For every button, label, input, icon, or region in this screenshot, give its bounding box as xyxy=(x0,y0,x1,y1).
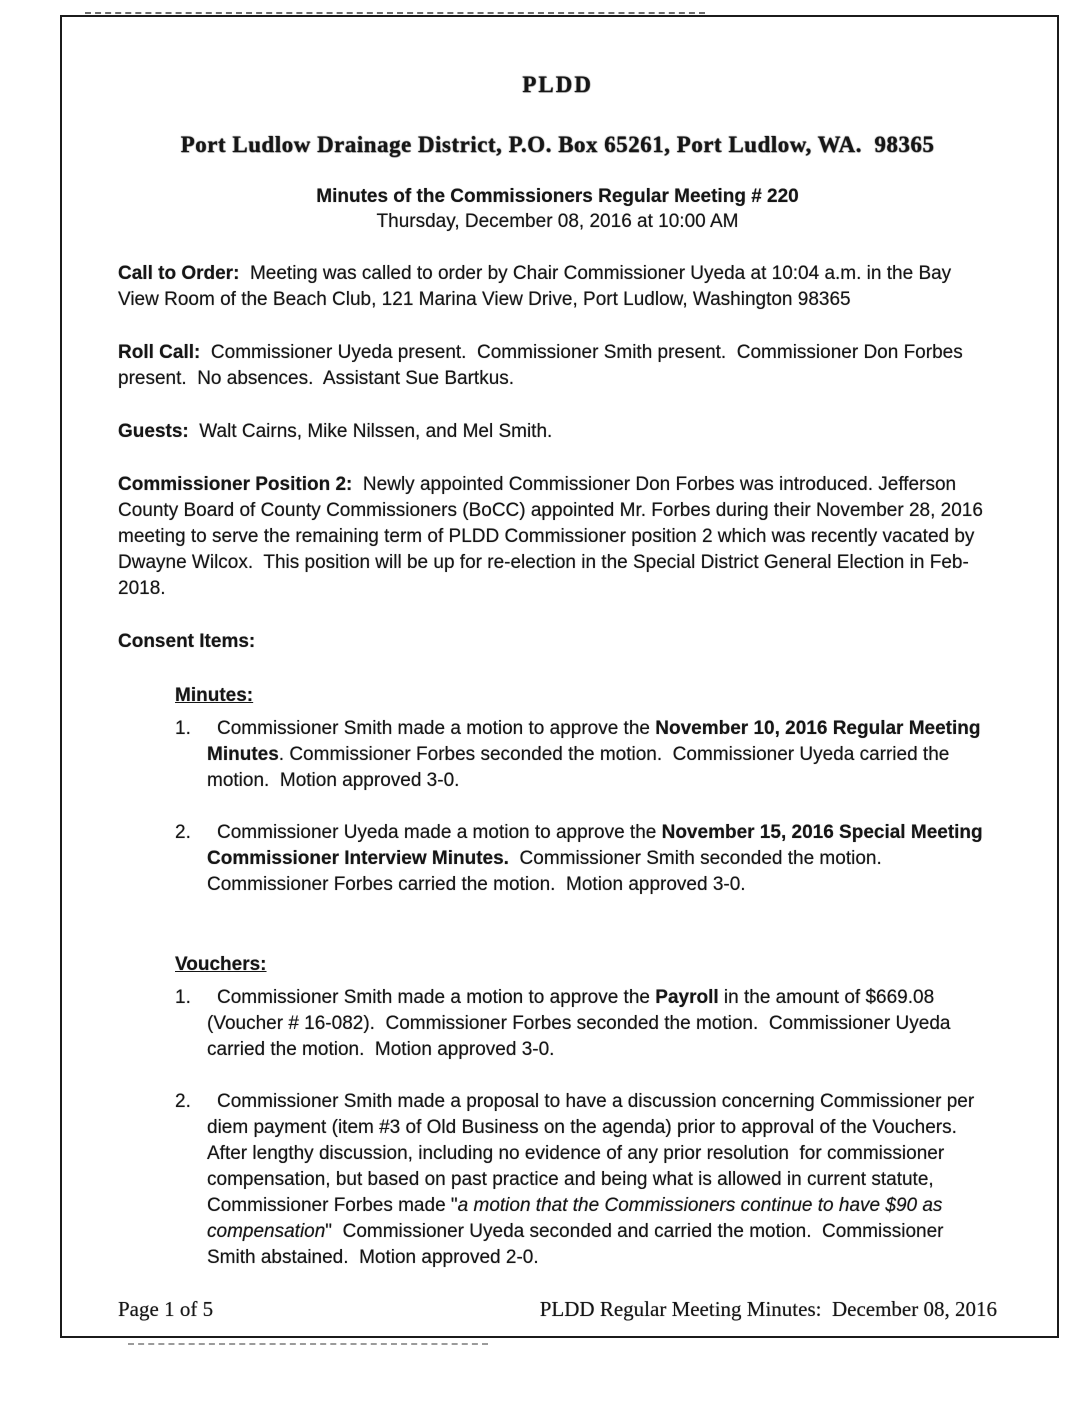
footer-document-title: PLDD Regular Meeting Minutes: December 08, 2016 xyxy=(539,1297,997,1321)
list-item-text: Commissioner Uyeda made a motion to approve the November 15, 2016 Special Meeting Commissioner Interview Minutes. Commissioner Smith seconded the motion. Commissioner Forbes carried the motion. Motion approved 3-0. xyxy=(207,822,988,895)
list-item-text: Commissioner Smith made a proposal to have a discussion concerning Commissioner per diem payment (item #3 of Old Business on the agenda) prior to approval of the Vouchers. After lengthy discussion, including no evidence of any prior resolution for commissioner compensation, but based on past practice and being what is allowed in current statute, Commissioner Forbes made "a motion that the Commissioners continue to have $90 as compensation" Commissioner Uyeda seconded and carried the motion. Commissioner Smith abstained. Motion approved 2-0. xyxy=(207,1091,980,1268)
paragraph-call-to-order: Call to Order: Meeting was called to order by Chair Commissioner Uyeda at 10:04 a.m. in the Bay View Room of the Beach Club, 121 Marina View Drive, Port Ludlow, Washington 98365 xyxy=(118,263,957,310)
paragraph-roll-call: Roll Call: Commissioner Uyeda present. Commissioner Smith present. Commissioner Don Forbes present. No absences. Assistant Sue Bartkus. xyxy=(118,342,968,389)
meeting-datetime: Thursday, December 08, 2016 at 10:00 AM xyxy=(376,211,739,232)
paragraph-guests: Guests: Walt Cairns, Mike Nilssen, and Mel Smith. xyxy=(118,421,553,442)
list-item-vouchers-1 xyxy=(175,985,997,1063)
list-item-minutes-2 xyxy=(175,820,997,898)
scan-artifact-bottom-line xyxy=(128,1343,488,1345)
heading-consent-items: Consent Items: xyxy=(118,631,256,652)
list-number: 2. xyxy=(175,1091,191,1112)
org-address-line: Port Ludlow Drainage District, P.O. Box 65261, Port Ludlow, WA. 98365 xyxy=(180,132,935,157)
minutes-heading: Minutes: xyxy=(175,685,254,706)
meeting-title: Minutes of the Commissioners Regular Meeting # 220 xyxy=(316,186,799,207)
subsection-vouchers xyxy=(175,924,997,1297)
scan-artifact-top-line xyxy=(85,12,705,14)
list-item-vouchers-2 xyxy=(175,1089,997,1271)
org-abbreviation: PLDD xyxy=(522,72,593,97)
list-item-minutes-1 xyxy=(175,716,997,794)
list-item-text: Commissioner Smith made a motion to approve the Payroll in the amount of $669.08 (Voucher # 16-082). Commissioner Forbes seconded the motion. Commissioner Uyeda carried the motion. Motion approved 3-0. xyxy=(207,987,956,1060)
list-item-text: Commissioner Smith made a motion to approve the November 10, 2016 Regular Meeting Minutes. Commissioner Forbes seconded the motion. Commissioner Uyeda carried the motion. Motion approved 3-0. xyxy=(207,718,986,791)
list-number: 2. xyxy=(175,822,191,843)
page-border-frame xyxy=(60,15,1059,1338)
footer-page-number: Page 1 of 5 xyxy=(118,1297,214,1321)
subsection-minutes xyxy=(175,655,997,924)
list-number: 1. xyxy=(175,718,191,739)
list-number: 1. xyxy=(175,987,191,1008)
paragraph-commissioner-position-2: Commissioner Position 2: Newly appointed Commissioner Don Forbes was introduced. Jefferson County Board of County Commissioners (BoCC) appointed Mr. Forbes during their November 28, 2016 meeting to serve the remaining term of PLDD Commissioner position 2 which was recently vacated by Dwayne Wilcox. This position will be up for re-election in the Special District General Election in Feb-2018. xyxy=(118,474,989,599)
vouchers-heading: Vouchers: xyxy=(175,954,267,975)
page-footer xyxy=(118,1297,997,1342)
document-header xyxy=(118,72,997,234)
